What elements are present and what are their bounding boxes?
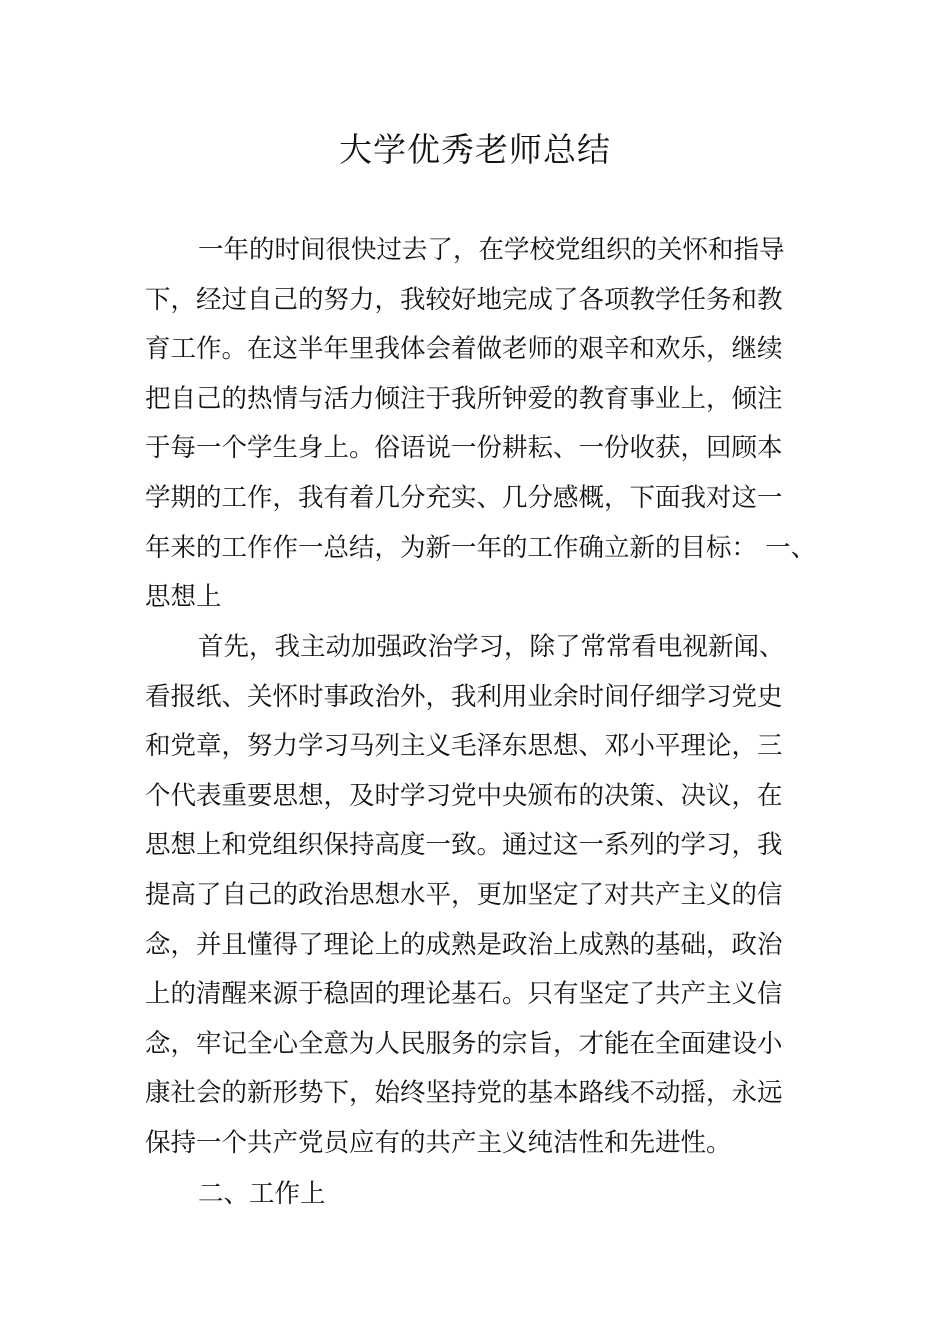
paragraph-line: 学期的工作，我有着几分充实、几分感概，下面我对这一 [145,482,783,513]
paragraph-line: 下，经过自己的努力，我较好地完成了各项教学任务和教 [145,284,783,315]
section-heading-1: 思想上 [145,582,222,613]
paragraph-line: 年来的工作作一总结，为新一年的工作确立新的目标： 一、 [145,532,817,563]
paragraph-line: 念，并且懂得了理论上的成熟是政治上成熟的基础，政治 [145,929,783,960]
section-heading-2: 二、工作上 [198,1179,326,1209]
paragraph-2 [145,623,825,1169]
paragraph-line: 育工作。在这半年里我体会着做老师的艰辛和欢乐，继续 [145,334,783,365]
paragraph-line: 个代表重要思想，及时学习党中央颁布的决策、决议，在 [145,780,783,811]
paragraph-line: 提高了自己的政治思想水平，更加坚定了对共产主义的信 [145,879,783,910]
paragraph-line: 和党章，努力学习马列主义毛泽东思想、邓小平理论，三 [145,731,783,762]
paragraph-line: 保持一个共产党员应有的共产主义纯洁性和先进性。 [145,1127,732,1158]
paragraph-1 [145,226,825,623]
paragraph-line: 把自己的热情与活力倾注于我所钟爱的教育事业上，倾注 [145,383,783,414]
document-title: 大学优秀老师总结 [339,130,611,169]
paragraph-line: 一年的时间很快过去了，在学校党组织的关怀和指导 [198,235,785,265]
paragraph-line: 念，牢记全心全意为人民服务的宗旨，才能在全面建设小 [145,1028,783,1059]
section-heading-2-block [145,1170,825,1220]
paragraph-line: 思想上和党组织保持高度一致。通过这一系列的学习，我 [145,830,783,861]
paragraph-line: 上的清醒来源于稳固的理论基石。只有坚定了共产主义信 [145,979,783,1010]
paragraph-line: 首先，我主动加强政治学习，除了常常看电视新闻、 [198,632,785,662]
paragraph-line: 看报纸、关怀时事政治外，我利用业余时间仔细学习党史 [145,681,783,712]
paragraph-line: 康社会的新形势下，始终坚持党的基本路线不动摇，永远 [145,1078,783,1109]
paragraph-line: 于每一个学生身上。俗语说一份耕耘、一份收获，回顾本 [145,433,783,464]
